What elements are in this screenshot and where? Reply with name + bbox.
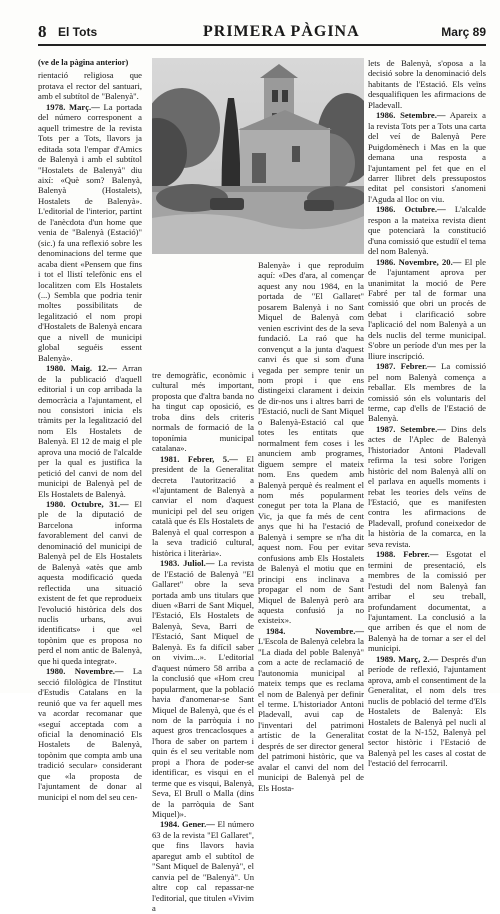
page-number: 8 — [38, 22, 47, 41]
church-photo-graphic — [152, 58, 364, 254]
entry-date: 1987. Febrer.— — [376, 361, 436, 372]
entry-text: El president de la Generalitat decreta l'autorització a «l'ajuntament de Balenyà a canviar el nom d'aquest municipi pel del seu origen català que és Els Hostalets de Balenyà el qual correspon a la seva tradició cultural, històrica i literària». — [152, 453, 254, 558]
entry-text: Després d'un període de reflexió, l'ajuntament aprova, amb el consentiment de la Generalitat, el nom dels tres nuclis de població del terme d'Els Hostalets de Balenyà: Els Hostalets de Balenyà pel nucli al costat de la N-152, Balenyà pel sector històric i l'Estació de Balenyà pel les cases al costat de l'estació del ferrocarril. — [368, 653, 486, 769]
entry-text: Apareix a la revista Tots per a Tots una carta del veí de Balenyà Pere Puigdomènech i Mas en la que demana una resposta a l'ajuntament pel fet que en el darrer llibret dels pressupostos editat pel consistori s'anomeni l'Aguda al lloc on viu. — [368, 110, 486, 204]
paragraph — [38, 102, 142, 363]
entry-date: 1984. Novembre.— — [266, 625, 364, 636]
entry-date: 1986. Octubre.— — [376, 204, 446, 215]
paragraph — [368, 204, 486, 256]
entry-date: 1989. Març, 2.— — [376, 653, 439, 664]
entry-date: 1984. Gener.— — [160, 819, 215, 830]
entry-date: 1978. Març.— — [46, 101, 100, 112]
entry-text: La portada del número corresponent a aquell trimestre de la revista Tots per a Tots, llavors ja editada sota l'empar d'Amics de Balenyà i amb el subtítol "Hostalets de Balenyà" diu així: «Què som? Balenyà, Balenyà (Hostalets), Hostalets de Balenyà». L'editorial de l'interior, partint de l'anècdota d'un home que venia de "Balenyà (Estació)" (sic.) fa una reflexió sobre les denominacions del terme que acaba dient «Pensem que fins i tot el llistí telefònic ens el localitzen com Els Hostalets (...) Sembla que podria tenir moltes possibilitats de legalització el nom propi d'Hostalets de Balenyà encara que a nivell de municipi global seguéis essent Balenyà». — [38, 101, 142, 363]
entry-date: 1986. Setembre.— — [376, 110, 446, 121]
paragraph — [258, 626, 364, 793]
header-rule — [38, 44, 486, 46]
entry-date: 1980. Novembre.— — [46, 666, 124, 677]
entry-date: 1988. Febrer.— — [376, 549, 439, 560]
section-title: PRIMERA PÀGINA — [203, 23, 360, 40]
entry-date: 1987. Setembre.— — [376, 423, 446, 434]
entry-text: rientació religiosa que protava el rector del santuari, amb el subtítol de "Balenyà". — [38, 70, 142, 102]
entry-text: Dins dels actes de l'Aplec de Balenyà l'historiador Antoni Pladevall refirma la tesi sobre l'origen històric del nom Balenyà allí on el parlava en aquells moments i rebat les teories dels veïns de l'Estació, que es manifesten contra les afirmacions de Pladevall, profund coneixedor de la història de la comarca, en la seva revista. — [368, 423, 486, 549]
entry-text: El ple de la diputació de Barcelona informa favorablement del canvi de denominació del municipi de Balenyà pel de Els Hostalets de Balenyà «atès que amb aquesta modificació queda reflectida una situació existent de fet que reprodueix l'evolució històrica dels dos nuclis urbans, avui identificats» i que «el topònim que es proposa no perd el nom antic de Balenyà, que hi queda integrat». — [38, 499, 142, 666]
entry-text: L'alcalde respon a la mateixa revista dient que potenciarà la constitució d'una comissió que estudiï el tema del nom Balenyà. — [368, 204, 486, 257]
paragraph — [368, 58, 486, 110]
entry-text: Esgotat el termini de presentació, els membres de la comissió per l'estudi del nom Balenyà fan arribar el seu treball, profundament documentat, a l'ajuntament. La conclusió a la que arriben és que el nom de Balenyà ha de tornar a ser el del municipi. — [368, 549, 486, 654]
paragraph — [38, 499, 142, 666]
entry-date: 1980. Octubre, 31.— — [46, 499, 129, 510]
entry-date: 1981. Febrer, 5.— — [160, 453, 238, 464]
entry-text: lets de Balenyà, s'oposa a la decisió sobre la denominació dels habitants de l'Estació. Els veïns desqualifiquen les afirmacions de Pladevall. — [368, 58, 486, 110]
paragraph — [38, 363, 142, 499]
entry-text: Arran de la publicació d'aquell editorial i un cop arribada la democràcia a l'ajuntament, el nou consistori inicia els tràmits per la legalització del nom Els Hostalets de Balenyà. El 12 de maig el ple aprova una moció de l'alcalde per la qual es justifica la petició del canvi de nom del municipi de Balenyà pel de Els Hostalets de Balenyà. — [38, 363, 142, 499]
paragraph — [152, 819, 254, 913]
entry-text: La revista de l'Estació de Balenyà "El Gallaret" obre la seva portada amb uns titulars que diuen «Barri de Sant Miquel, l'Estació, Els Hostalets de Balenyà, Seva, Barri de l'Estació, Sant Miquel de Balenyà. Es fa difícil saber on vivim...». L'editorial d'aquest número 58 arriba a la conclusió que «Hom creu popularment, que la població havia d'anomenar-se Sant Miquel de Balenyà, que és el nom de la parròquia i no aquest gros trencaclosques a l'hora de saber on partem i quin és el seu veritable nom propi a l'hora de poder-se identificar, es visqui en el terme que es visqui, Balenyà, Seva, El Brull o Malla (dins de la parròquia de Sant Miquel)». — [152, 558, 254, 820]
column-3 — [258, 260, 364, 793]
entry-text: L'Escola de Balenyà celebra la "La diada del poble Balenyà" com a acte de reclamació de l'autonomia municipal al mateix temps que es reclama el nom de Balenyà per definir el terme. L'historiador Antoni Pladevall, avui cap de l'inventari del patrimoni artístic de la Generalitat després de ser director general del patrimoni històric, que va avalar el canvi del nom del municipi de Balenyà pel de Els Hosta- — [258, 636, 364, 793]
publication-name: El Tots — [58, 25, 98, 39]
entry-text: El número 63 de la revista "El Gallaret", que fins llavors havia aparegut amb el subtítol de "Sant Miquel de Balenyà", el canvia pel de "Balenyà". Un altre cop cal repassar-ne l'editorial, que titulen «Vivim a — [152, 819, 254, 914]
entry-text: La secció filològica de l'Institut d'Estudis Catalans en la reunió que va fer aquell mes va acordar recomanar que «seguí acceptada com a oficial la denominació Els Hostalets de Balenyà, topònim que compta amb una tradició secular» considerant que «la proposta de l'ajuntament de donar al municipi el nom del seu cen- — [38, 666, 142, 802]
entry-text: El ple de l'ajuntament aprova per unanimitat la moció de Pere Fabré per tal de formar una comissió que obri un procés de debat i clarificació sobre l'aplicació del nom Balenyà a un dels nuclis del terme municipal. S'obre un període d'un mes per la lliure inscripció. — [368, 256, 486, 361]
entry-date: 1983. Juliol.— — [160, 558, 215, 569]
paragraph — [368, 549, 486, 654]
page-header — [38, 22, 486, 42]
issue-date: Març 89 — [441, 25, 486, 39]
paragraph — [38, 666, 142, 802]
entry-date: 1980. Maig. 12.— — [46, 363, 117, 374]
column-2 — [152, 370, 254, 914]
entry-date: 1986. Novembre, 20.— — [376, 256, 462, 267]
church-photo — [152, 58, 364, 254]
paragraph — [152, 370, 254, 454]
paragraph — [368, 654, 486, 769]
entry-text: Balenyà» i que reproduïm aquí: «Des d'ara, al començar aquest any nou 1984, en la portada de "El Gallaret" posarem Balenyà i no Sant Miquel de Balenyà com venien escrivint des de la seva fundació. La raó que ha convençut a la junta d'aquest canvi és que si som d'una vegada per sempre tenir un nom propi i que ens distingeixi clarament i deixin de dir-nos uns i altres barri de l'Estació, nucli de Sant Miquel o Balenyà-Estació cal que totes les entitats que normalment fem coses i les anunciem amb programes, diguem sempre el mateix nom. Ens quedem amb Balenyà perquè és realment el nom més popularment conegut per tota la Plana de Vic, ja que fa més de cent anys que hi ha l'estació de Balenyà i sempre se n'ha dit aquest nom. Fou per evitar confusions amb Els Hostalets de Balenyà el motiu que en principi ens inclinava a propagar el nom de Sant Miquel de Balenyà però ara aquesta confusió ja no existeix». — [258, 260, 364, 626]
continuation-note: (ve de la pàgina anterior) — [38, 58, 129, 67]
column-1 — [38, 58, 142, 802]
entry-text: La comissió pel nom Balenyà comença a reballar. Els membres de la comissió són els voluntaris del terme, cap d'ells de l'Estació de Balenyà. — [368, 361, 487, 424]
paragraph — [152, 558, 254, 819]
paragraph — [368, 110, 486, 204]
paragraph — [258, 260, 364, 626]
paragraph — [152, 454, 254, 559]
paragraph — [368, 424, 486, 549]
paragraph — [368, 257, 486, 362]
column-4 — [368, 58, 486, 769]
paragraph — [368, 361, 486, 424]
paragraph — [38, 70, 142, 101]
entry-text: tre demogràfic, econòmic i cultural més important, proposta que d'altra banda no ha tingut cap oposició, es troba dins dels criteris normals de formació de la toponímia municipal catalana». — [152, 370, 254, 454]
